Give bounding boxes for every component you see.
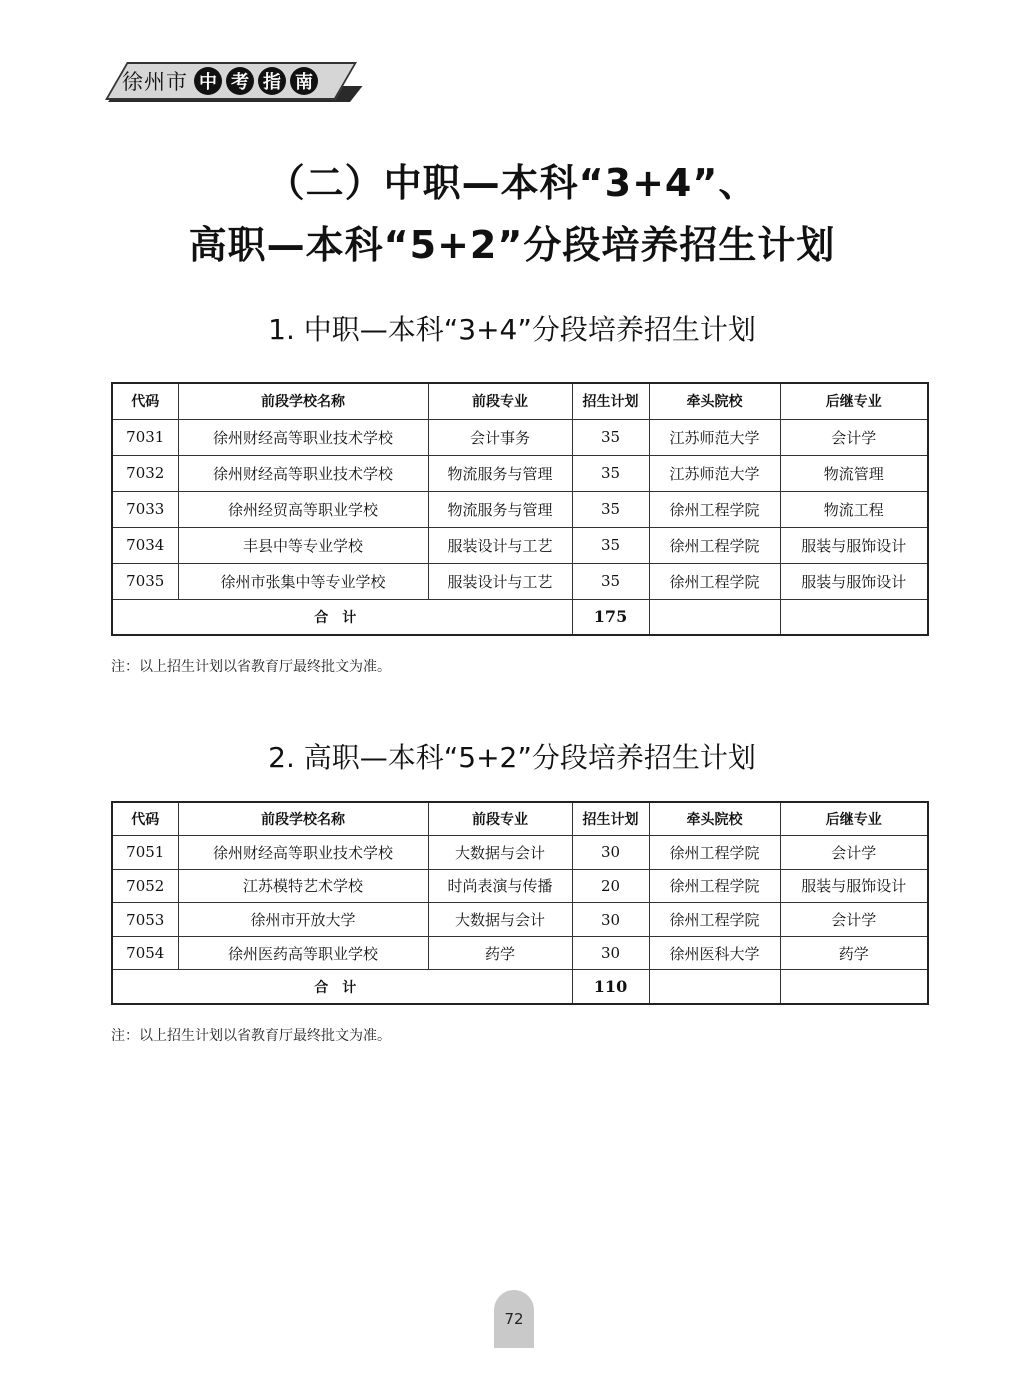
cell-code: 7034 <box>112 527 178 563</box>
cell-code: 7031 <box>112 419 178 455</box>
cell-major: 大数据与会计 <box>428 903 572 937</box>
cell-code: 7052 <box>112 869 178 903</box>
total-empty-cell <box>780 970 928 1004</box>
table-header-row <box>112 383 928 419</box>
cell-plan: 20 <box>572 869 649 903</box>
cell-next: 服装与服饰设计 <box>780 527 928 563</box>
banner-text <box>122 64 322 98</box>
header-banner <box>108 56 358 108</box>
cell-next: 会计学 <box>780 836 928 870</box>
cell-school: 丰县中等专业学校 <box>178 527 428 563</box>
cell-major: 服装设计与工艺 <box>428 527 572 563</box>
total-value: 110 <box>572 970 649 1004</box>
cell-school: 徐州市张集中等专业学校 <box>178 563 428 599</box>
cell-lead: 徐州工程学院 <box>649 563 780 599</box>
col-header-school: 前段学校名称 <box>178 802 428 836</box>
section2-table <box>111 801 929 1005</box>
banner-char-1: 中 <box>194 67 222 95</box>
cell-code: 7053 <box>112 903 178 937</box>
table-header-row <box>112 802 928 836</box>
col-header-next: 后继专业 <box>780 802 928 836</box>
cell-school: 徐州经贸高等职业学校 <box>178 491 428 527</box>
col-header-plan: 招生计划 <box>572 383 649 419</box>
cell-major: 物流服务与管理 <box>428 491 572 527</box>
cell-major: 物流服务与管理 <box>428 455 572 491</box>
main-title-line1: （二）中职—本科“3+4”、 <box>266 161 758 205</box>
cell-plan: 35 <box>572 491 649 527</box>
cell-lead: 徐州工程学院 <box>649 903 780 937</box>
total-label: 合计 <box>112 970 572 1004</box>
total-empty-cell <box>649 599 780 635</box>
table-row <box>112 563 928 599</box>
cell-next: 会计学 <box>780 903 928 937</box>
section2-note: 注：以上招生计划以省教育厅最终批文为准。 <box>111 1028 391 1044</box>
page-number: 72 <box>494 1290 534 1348</box>
cell-lead: 徐州医科大学 <box>649 936 780 970</box>
banner-city: 徐州市 <box>122 70 188 94</box>
table-row <box>112 869 928 903</box>
banner-guide-chars <box>194 67 322 95</box>
cell-plan: 35 <box>572 563 649 599</box>
section1-table <box>111 382 929 636</box>
table-row <box>112 903 928 937</box>
col-header-major: 前段专业 <box>428 802 572 836</box>
col-header-school: 前段学校名称 <box>178 383 428 419</box>
section1-title: 1. 中职—本科“3+4”分段培养招生计划 <box>268 313 756 346</box>
cell-next: 物流管理 <box>780 455 928 491</box>
cell-school: 徐州医药高等职业学校 <box>178 936 428 970</box>
cell-code: 7035 <box>112 563 178 599</box>
col-header-lead: 牵头院校 <box>649 802 780 836</box>
col-header-next: 后继专业 <box>780 383 928 419</box>
cell-next: 会计学 <box>780 419 928 455</box>
cell-lead: 徐州工程学院 <box>649 491 780 527</box>
cell-school: 徐州财经高等职业技术学校 <box>178 419 428 455</box>
cell-next: 药学 <box>780 936 928 970</box>
table-row <box>112 836 928 870</box>
cell-school: 江苏模特艺术学校 <box>178 869 428 903</box>
col-header-code: 代码 <box>112 802 178 836</box>
cell-school: 徐州财经高等职业技术学校 <box>178 455 428 491</box>
cell-lead: 徐州工程学院 <box>649 869 780 903</box>
table-row <box>112 936 928 970</box>
cell-plan: 30 <box>572 936 649 970</box>
total-label: 合计 <box>112 599 572 635</box>
section2-title: 2. 高职—本科“5+2”分段培养招生计划 <box>268 741 756 774</box>
col-header-plan: 招生计划 <box>572 802 649 836</box>
cell-code: 7054 <box>112 936 178 970</box>
cell-plan: 30 <box>572 903 649 937</box>
cell-school: 徐州市开放大学 <box>178 903 428 937</box>
banner-char-4: 南 <box>290 67 318 95</box>
cell-lead: 徐州工程学院 <box>649 836 780 870</box>
cell-major: 会计事务 <box>428 419 572 455</box>
cell-code: 7051 <box>112 836 178 870</box>
cell-major: 时尚表演与传播 <box>428 869 572 903</box>
total-row <box>112 599 928 635</box>
cell-school: 徐州财经高等职业技术学校 <box>178 836 428 870</box>
cell-major: 服装设计与工艺 <box>428 563 572 599</box>
cell-next: 服装与服饰设计 <box>780 869 928 903</box>
cell-lead: 江苏师范大学 <box>649 419 780 455</box>
cell-plan: 35 <box>572 455 649 491</box>
col-header-code: 代码 <box>112 383 178 419</box>
cell-plan: 35 <box>572 419 649 455</box>
cell-code: 7033 <box>112 491 178 527</box>
cell-lead: 江苏师范大学 <box>649 455 780 491</box>
col-header-lead: 牵头院校 <box>649 383 780 419</box>
cell-code: 7032 <box>112 455 178 491</box>
total-empty-cell <box>780 599 928 635</box>
cell-plan: 30 <box>572 836 649 870</box>
total-row <box>112 970 928 1004</box>
table-row <box>112 491 928 527</box>
banner-char-3: 指 <box>258 67 286 95</box>
total-empty-cell <box>649 970 780 1004</box>
banner-char-2: 考 <box>226 67 254 95</box>
total-value: 175 <box>572 599 649 635</box>
cell-lead: 徐州工程学院 <box>649 527 780 563</box>
section1-note: 注：以上招生计划以省教育厅最终批文为准。 <box>111 659 391 675</box>
table-row <box>112 527 928 563</box>
cell-major: 大数据与会计 <box>428 836 572 870</box>
cell-next: 服装与服饰设计 <box>780 563 928 599</box>
cell-major: 药学 <box>428 936 572 970</box>
cell-plan: 35 <box>572 527 649 563</box>
table-row <box>112 419 928 455</box>
cell-next: 物流工程 <box>780 491 928 527</box>
main-title-line2: 高职—本科“5+2”分段培养招生计划 <box>188 223 836 267</box>
table-row <box>112 455 928 491</box>
col-header-major: 前段专业 <box>428 383 572 419</box>
